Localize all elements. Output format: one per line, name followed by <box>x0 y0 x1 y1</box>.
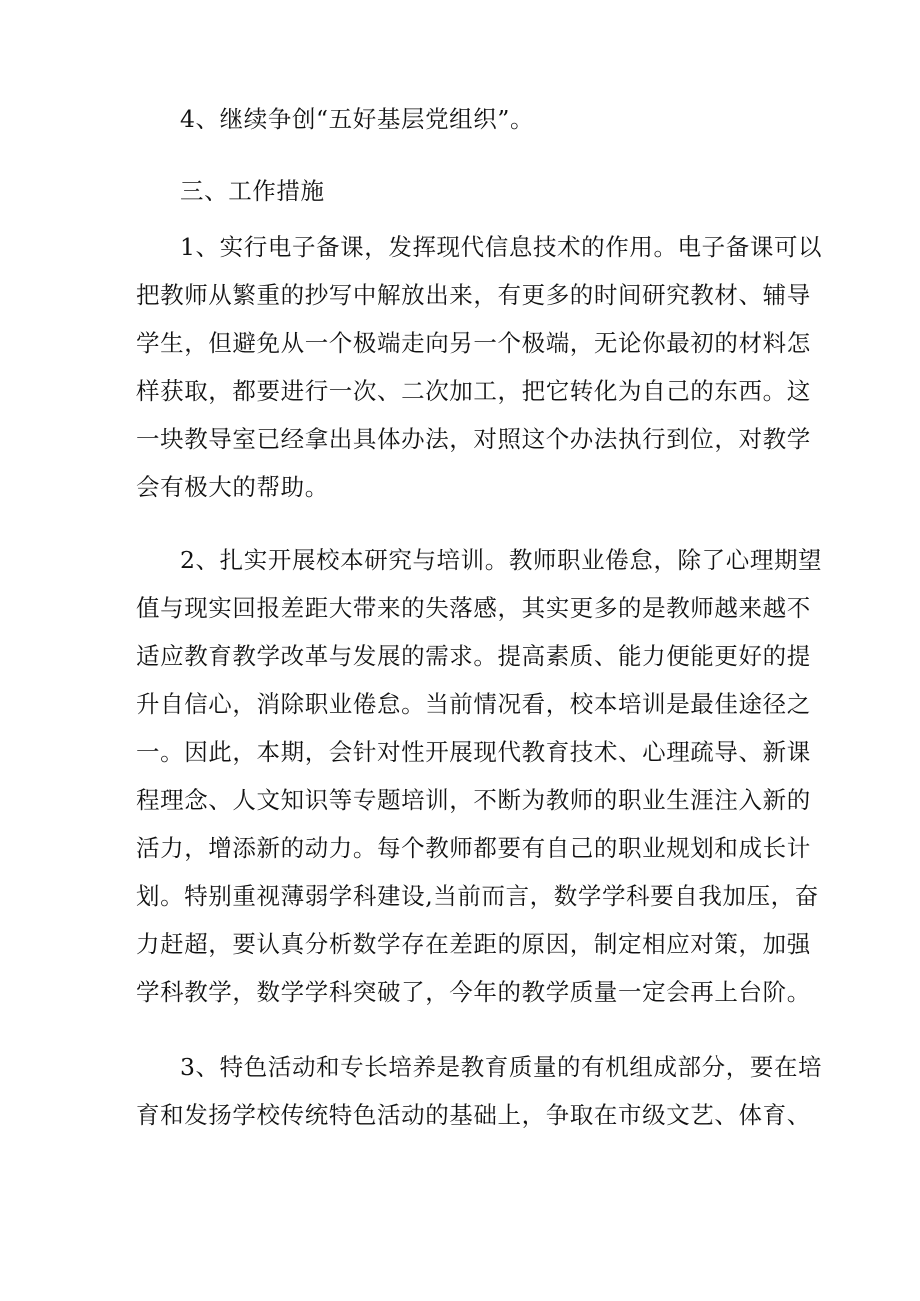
paragraph-2-line-1: 2、扎实开展校本研究与培训。教师职业倦怠，除了心理期望 <box>180 546 823 574</box>
paragraph-2-line-4: 升自信心，消除职业倦怠。当前情况看，校本培训是最佳途径之 <box>136 690 811 718</box>
paragraph-1-line-1: 1、实行电子备课，发挥现代信息技术的作用。电子备课可以 <box>180 233 823 261</box>
goal-item-4: 4、继续争创“五好基层党组织”。 <box>180 105 535 133</box>
paragraph-3-line-1: 3、特色活动和专长培养是教育质量的有机组成部分，要在培 <box>180 1053 823 1081</box>
paragraph-1-line-2: 把教师从繁重的抄写中解放出来，有更多的时间研究教材、辅导 <box>136 281 811 309</box>
paragraph-1-line-6: 会有极大的帮助。 <box>136 473 329 501</box>
paragraph-2-line-8: 划。特别重视薄弱学科建设,当前而言，数学学科要自我加压，奋 <box>136 882 819 910</box>
paragraph-2-line-7: 活力，增添新的动力。每个教师都要有自己的职业规划和成长计 <box>136 834 811 862</box>
paragraph-2-line-9: 力赶超，要认真分析数学存在差距的原因，制定相应对策，加强 <box>136 930 811 958</box>
paragraph-2-line-3: 适应教育教学改革与发展的需求。提高素质、能力便能更好的提 <box>136 642 811 670</box>
section-heading-work-measures: 三、工作措施 <box>180 177 325 205</box>
paragraph-2-line-6: 程理念、人文知识等专题培训，不断为教师的职业生涯注入新的 <box>136 786 811 814</box>
paragraph-2-line-10: 学科教学，数学学科突破了，今年的教学质量一定会再上台阶。 <box>136 978 811 1006</box>
paragraph-3-line-2: 育和发扬学校传统特色活动的基础上，争取在市级文艺、体育、 <box>136 1101 811 1129</box>
paragraph-2-line-5: 一。因此，本期，会针对性开展现代教育技术、心理疏导、新课 <box>136 738 811 766</box>
paragraph-1-line-3: 学生，但避免从一个极端走向另一个极端，无论你最初的材料怎 <box>136 329 811 357</box>
paragraph-1-line-4: 样获取，都要进行一次、二次加工，把它转化为自己的东西。这 <box>136 377 811 405</box>
paragraph-1-line-5: 一块教导室已经拿出具体办法，对照这个办法执行到位，对教学 <box>136 425 811 453</box>
paragraph-2-line-2: 值与现实回报差距大带来的失落感，其实更多的是教师越来越不 <box>136 594 811 622</box>
